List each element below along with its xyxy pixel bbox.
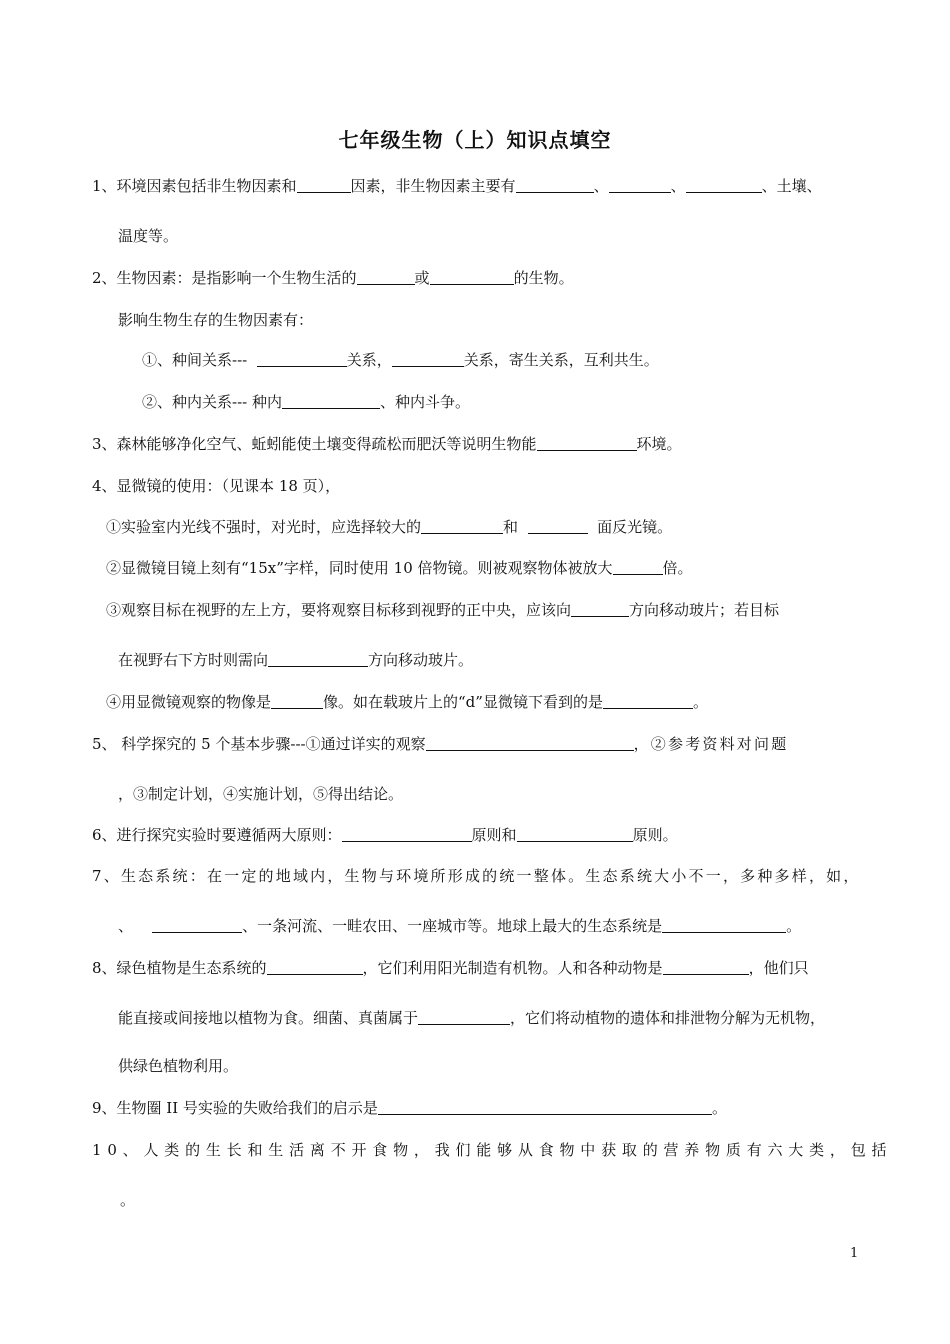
blank[interactable]: [392, 351, 464, 367]
blank[interactable]: [342, 826, 472, 842]
blank[interactable]: [267, 959, 363, 975]
blank[interactable]: [430, 269, 514, 285]
question-5-line-2: ，③制定计划，④实施计划，⑤得出结论。: [118, 785, 404, 803]
blank[interactable]: [663, 959, 749, 975]
question-8-line-2: 能直接或间接地以植物为食。细菌、真菌属于 ，它们将动植物的遗体和排泄物分解为无机物，: [118, 1009, 826, 1027]
question-8-line-3: 供绿色植物利用。: [118, 1057, 239, 1075]
question-4-item-2: ②显微镜目镜上刻有“15x”字样，同时使用 10 倍物镜。则被观察物体被放大 倍。: [106, 559, 693, 577]
blank[interactable]: [662, 917, 786, 933]
question-7-line-1: 7、生态系统：在一定的地域内，生物与环境所形成的统一整体。生态系统大小不一，多种多样，如，: [92, 867, 861, 885]
blank[interactable]: [378, 1099, 712, 1115]
blank[interactable]: [257, 351, 347, 367]
question-2-line-4: ②、种内关系--- 种内 、种内斗争。: [142, 393, 470, 411]
blank[interactable]: [297, 177, 351, 193]
blank[interactable]: [516, 177, 594, 193]
blank[interactable]: [528, 518, 588, 534]
blank[interactable]: [421, 518, 503, 534]
question-1-line-1: 1、环境因素包括非生物因素和 因素，非生物因素主要有 、 、 、土壤、: [92, 177, 822, 195]
blank[interactable]: [268, 651, 368, 667]
blank[interactable]: [271, 693, 323, 709]
blank[interactable]: [686, 177, 762, 193]
question-4-heading: 4、显微镜的使用：（见课本 18 页），: [92, 477, 341, 495]
question-10-line-1: 10、人类的生长和生活离不开食物，我们能够从食物中获取的营养物质有六大类，包括: [92, 1141, 893, 1159]
blank[interactable]: [603, 693, 693, 709]
question-3: 3、森林能够净化空气、蚯蚓能使土壤变得疏松而肥沃等说明生物能 环境。: [92, 435, 682, 453]
question-2-line-3: ①、种间关系--- 关系， 关系，寄生关系，互利共生。: [142, 351, 659, 369]
question-4-item-4: ④用显微镜观察的物像是 像。如在载玻片上的“d”显微镜下看到的是 。: [106, 693, 708, 711]
blank[interactable]: [571, 601, 629, 617]
blank[interactable]: [609, 177, 671, 193]
question-7-line-2: 、 、一条河流、一畦农田、一座城市等。地球上最大的生态系统是 。: [118, 917, 802, 935]
blank[interactable]: [357, 269, 415, 285]
question-4-item-3-line-1: ③观察目标在视野的左上方，要将观察目标移到视野的正中央，应该向 方向移动玻片；若目标: [106, 601, 780, 619]
blank[interactable]: [418, 1009, 510, 1025]
question-5-line-1: 5、 科学探究的 5 个基本步骤---①通过详实的观察 ，②参考资料对问题: [92, 735, 789, 753]
question-2-line-2: 影响生物生存的生物因素有：: [118, 311, 314, 329]
question-6: 6、进行探究实验时要遵循两大原则： 原则和 原则。: [92, 826, 678, 844]
question-2-line-1: 2、生物因素：是指影响一个生物生活的 或 的生物。: [92, 269, 574, 287]
question-9: 9、生物圈 II 号实验的失败给我们的启示是 。: [92, 1099, 727, 1117]
question-8-line-1: 8、绿色植物是生态系统的 ，它们利用阳光制造有机物。人和各种动物是 ，他们只: [92, 959, 809, 977]
blank[interactable]: [152, 917, 242, 933]
blank[interactable]: [537, 435, 637, 451]
blank[interactable]: [426, 735, 634, 751]
blank[interactable]: [517, 826, 633, 842]
question-10-line-2: 。: [120, 1191, 136, 1209]
page-title: 七年级生物（上）知识点填空: [338, 128, 612, 152]
blank[interactable]: [282, 393, 380, 409]
question-1-line-2: 温度等。: [118, 227, 179, 245]
question-4-item-3-line-2: 在视野右下方时则需向 方向移动玻片。: [118, 651, 474, 669]
blank[interactable]: [613, 559, 663, 575]
page-number: 1: [850, 1246, 859, 1261]
question-4-item-1: ①实验室内光线不强时，对光时，应选择较大的 和 面反光镜。: [106, 518, 673, 536]
